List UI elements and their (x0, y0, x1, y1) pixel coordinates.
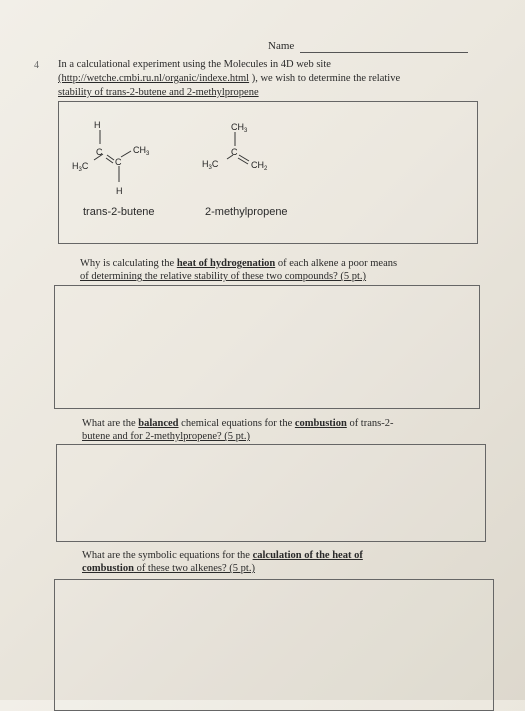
question-number: 4 (34, 60, 39, 71)
q3-emphasis-calculation: calculation of the heat of (252, 550, 363, 561)
answer-box-1[interactable] (54, 285, 480, 409)
question-1 (80, 257, 476, 283)
q3-post: of these two alkenes? (5 pt.) (133, 563, 255, 574)
atom-c-central: C (231, 147, 238, 157)
intro-line-1: In a calculational experiment using the Molecules in 4D web site (58, 59, 331, 70)
question-1-line-1 (80, 257, 476, 270)
atom-h-bottom: H (116, 186, 123, 196)
molecule-structures-svg (59, 102, 477, 243)
q3-pre: What are the symbolic equations for the (82, 550, 253, 561)
website-link[interactable]: (http://wetche.cmbi.ru.nl/organic/indexe.html (58, 73, 250, 84)
atom-c2: C (115, 157, 122, 167)
q2-emphasis-combustion: combustion (294, 418, 347, 429)
question-2-line-2: butene and for 2-methylpropene? (5 pt.) (82, 431, 250, 442)
atom-ch2: $CH_2$ (251, 160, 268, 172)
q2-emphasis-balanced: balanced (138, 418, 179, 429)
intro-line-2 (58, 72, 478, 86)
trans-2-butene-label: trans-2-butene (83, 206, 155, 218)
intro-line-3: stability of trans-2-butene and 2-methylpropene (58, 87, 259, 98)
molecule-structures-box (58, 101, 478, 244)
atom-h3c-left: $H_3C$ (72, 161, 89, 173)
question-2 (82, 417, 478, 443)
atom-h3c: $H_3C$ (202, 159, 219, 171)
q1-emphasis: heat of hydrogenation (176, 258, 276, 269)
answer-box-2[interactable] (56, 444, 486, 542)
question-3-line-2 (82, 562, 478, 575)
q3-emphasis-combustion: combustion (82, 563, 134, 574)
q1-pre: Why is calculating the (80, 258, 177, 269)
name-label: Name (268, 40, 295, 52)
question-2-line-1 (82, 417, 478, 430)
q2-pre: What are the (82, 418, 139, 429)
atom-h-top: H (94, 120, 101, 130)
q1-post: of each alkene a poor means (275, 258, 398, 269)
atom-ch3-top: $CH_3$ (231, 122, 248, 134)
q2-mid: chemical equations for the (178, 418, 295, 429)
intro-paragraph (58, 58, 478, 100)
name-blank-line[interactable] (300, 52, 468, 53)
atom-c1: C (96, 147, 103, 157)
q2-post: of trans-2- (346, 418, 394, 429)
intro-line-2-rest: ), we wish to determine the relative (249, 73, 401, 84)
question-3-line-1 (82, 549, 478, 562)
2-methylpropene-label: 2-methylpropene (205, 206, 288, 218)
atom-ch3-right: $CH_3$ (133, 145, 150, 157)
question-1-line-2: of determining the relative stability of these two compounds? (5 pt.) (80, 271, 367, 282)
question-3 (82, 549, 478, 575)
answer-box-3[interactable] (54, 579, 494, 711)
